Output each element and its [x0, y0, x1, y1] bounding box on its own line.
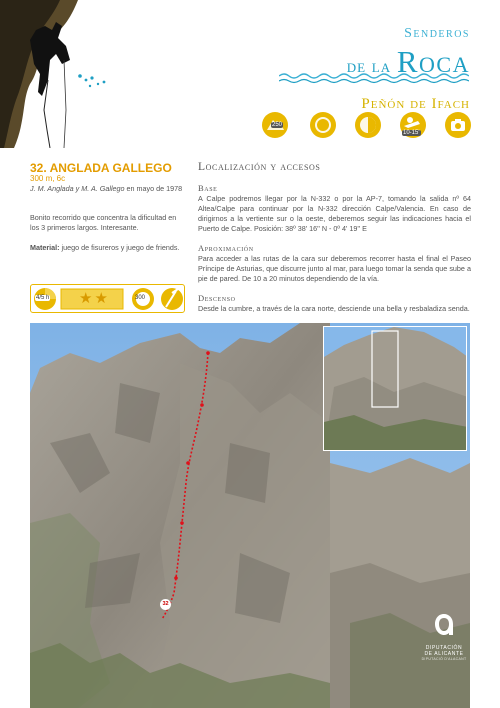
diputacion-logo	[418, 612, 470, 674]
brand-line1: Senderos	[404, 26, 470, 41]
waves-decoration	[279, 72, 469, 84]
access-title: Localización y accesos	[198, 161, 321, 173]
grade-badge: 4/5 h	[36, 295, 50, 301]
approach-text: Para acceder a las rutas de la cara sur deberemos recorrer hasta el final el Paseo Príncipe de Asturias, que discurre junto al mar, para luego tomar la senda que sube a pie de pared. De 10 a 20 minutos dependiendo de la vía.	[198, 254, 471, 283]
approach-time-icon	[400, 112, 426, 138]
logo-line1: DIPUTACIÓN	[425, 645, 463, 651]
logo-mark-icon	[432, 612, 456, 638]
brand-line2-small: de la	[346, 56, 392, 77]
material-label: Material:	[30, 243, 60, 252]
material-value: juego de fisureros y juego de friends.	[59, 243, 180, 252]
half-sun-icon	[355, 112, 381, 138]
descent-text: Desde la cumbre, a través de la cara norte, desciende una bella y resbaladiza senda.	[198, 304, 470, 313]
logo-line3: DIPUTACIÓ D'ALACANT	[421, 657, 467, 661]
length-badge: 300	[135, 295, 146, 301]
approach-time-label: 10-15'	[403, 130, 420, 136]
elevation-label: 250	[272, 122, 283, 128]
route-stars: ★★	[79, 290, 110, 307]
location-title: Peñón de Ifach	[361, 96, 470, 112]
logo-line2: DE ALICANTE	[424, 651, 464, 657]
route-start-marker: 32	[160, 599, 171, 610]
approach-title: Aproximación	[198, 243, 254, 253]
route-authors-date: en mayo de 1978	[124, 184, 183, 193]
descent-title: Descenso	[198, 293, 236, 303]
camera-icon	[445, 112, 471, 138]
elevation-icon	[262, 112, 288, 138]
route-authors	[30, 184, 187, 194]
base-text: A Calpe podremos llegar por la N-332 o por la AP-7, tomando la salida nº 64 Altea/Calpe para continuar por la N-332 dirección Calpe/Valencia. En caso de dirigirnos a la vertiente sur o la oeste, deberemos seguir las indicaciones hacia el Puerto de Calpe. Posición: 38º 38' 16'' N - 0º 4' 19'' E	[198, 194, 471, 233]
overview-inset-photo	[323, 326, 467, 451]
climber-photo	[0, 0, 112, 148]
route-subtitle: 300 m, 6c	[30, 174, 66, 183]
base-title: Base	[198, 183, 218, 193]
sun-icon	[310, 112, 336, 138]
info-icons	[262, 112, 474, 142]
route-description: Bonito recorrido que concentra la dificultad en los 3 primeros largos. Interesante.	[30, 213, 177, 232]
grade-box	[30, 284, 185, 313]
route-material	[30, 243, 187, 253]
route-title: 32. ANGLADA GALLEGO	[30, 161, 172, 175]
brand-line2-big: Roca	[396, 44, 470, 79]
route-authors-names: J. M. Anglada y M. A. Gallego	[30, 184, 125, 193]
